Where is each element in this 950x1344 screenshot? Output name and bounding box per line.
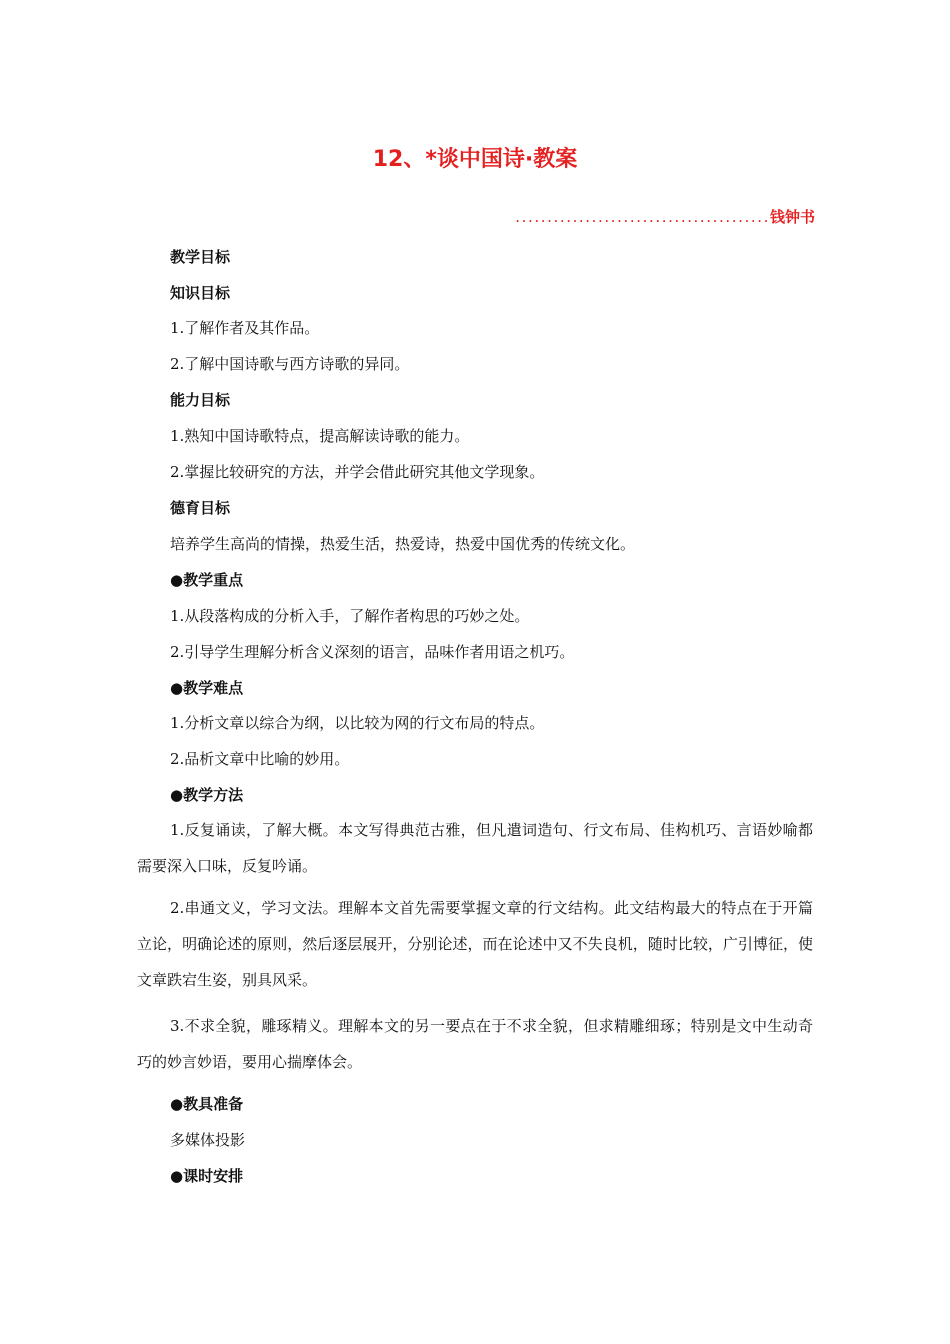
method-paragraph: 2.串通文义，学习文法。理解本文首先需要掌握文章的行文结构。此文结构最大的特点在于开篇立论，明确论述的原则，然后逐层展开，分别论述，而在论述中又不失良机，随时比较，广引博征，使文章跌宕生姿，别具风采。 — [137, 899, 813, 989]
knowledge-item: 2.了解中国诗歌与西方诗歌的异同。 — [170, 355, 410, 373]
difficulty-item: 2.品析文章中比喻的妙用。 — [170, 750, 350, 768]
methods-heading: ● 教学方法 — [170, 784, 243, 805]
moral-heading: 德育目标 — [170, 499, 231, 517]
knowledge-item: 1.了解作者及其作品。 — [170, 319, 320, 337]
ability-item: 2.掌握比较研究的方法，并学会借此研究其他文学现象。 — [170, 463, 545, 481]
key-point-item: 2.引导学生理解分析含义深刻的语言，品味作者用语之机巧。 — [170, 643, 575, 661]
tools-heading: ● 教具准备 — [170, 1093, 243, 1114]
key-point-item: 1.从段落构成的分析入手，了解作者构思的巧妙之处。 — [170, 607, 530, 625]
author-leader-dots: ........................................ — [515, 208, 770, 226]
method-paragraph: 1.反复诵读，了解大概。本文写得典范古雅，但凡遣词造句、行文布局、佳构机巧、言语妙喻都需要深入口味，反复吟诵。 — [137, 821, 813, 875]
ability-heading: 能力目标 — [170, 391, 231, 409]
knowledge-heading: 知识目标 — [170, 284, 231, 302]
author-name: 钱钟书 — [769, 208, 815, 226]
difficulty-item: 1.分析文章以综合为纲，以比较为网的行文布局的特点。 — [170, 714, 545, 732]
method-paragraph: 3.不求全貌，雕琢精义。理解本文的另一要点在于不求全貌，但求精雕细琢；特别是文中生动奇巧的妙言妙语，要用心揣摩体会。 — [137, 1017, 813, 1071]
page-title: 12、*谈中国诗·教案 — [372, 147, 578, 172]
ability-item: 1.熟知中国诗歌特点，提高解读诗歌的能力。 — [170, 427, 470, 445]
moral-text: 培养学生高尚的情操，热爱生活，热爱诗，热爱中国优秀的传统文化。 — [170, 535, 636, 553]
tools-text: 多媒体投影 — [170, 1131, 246, 1149]
goals-heading: 教学目标 — [170, 248, 231, 266]
difficulties-heading: ● 教学难点 — [170, 677, 243, 698]
schedule-heading: ● 课时安排 — [170, 1165, 243, 1186]
author-line — [515, 206, 815, 227]
key-points-heading: ● 教学重点 — [170, 569, 243, 590]
